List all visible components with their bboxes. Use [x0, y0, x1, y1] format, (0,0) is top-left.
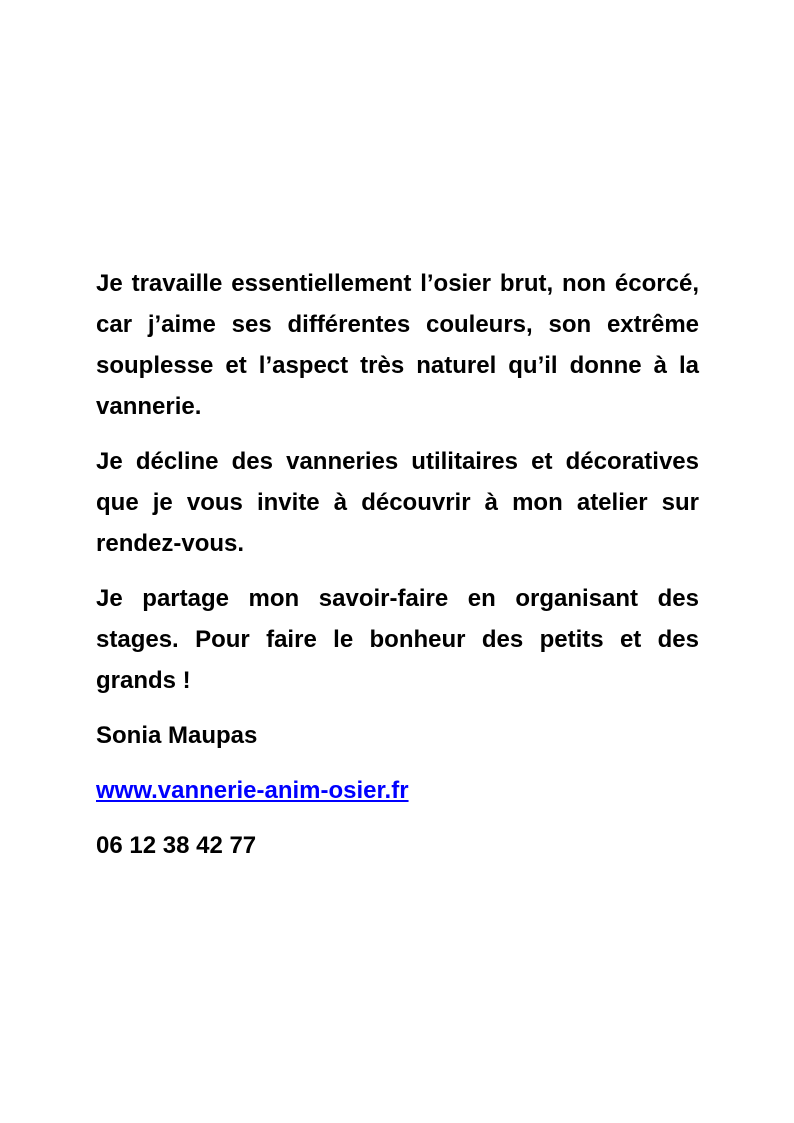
paragraph-vanneries: Je décline des vanneries utilitaires et décoratives que je vous invite à découvrir à mon atelier sur rendez-vous. [96, 448, 699, 557]
phone-number: 06 12 38 42 77 [96, 832, 257, 859]
website-link[interactable]: www.vannerie-anim-osier.fr [96, 777, 409, 804]
document-body [96, 263, 699, 866]
signature-name: Sonia Maupas [96, 722, 258, 749]
paragraph-stages: Je partage mon savoir-faire en organisant des stages. Pour faire le bonheur des petits et des grands ! [96, 585, 699, 694]
paragraph-osier: Je travaille essentiellement l’osier brut, non écorcé, car j’aime ses différentes couleurs, son extrême souplesse et l’aspect très naturel qu’il donne à la vannerie. [96, 270, 699, 420]
